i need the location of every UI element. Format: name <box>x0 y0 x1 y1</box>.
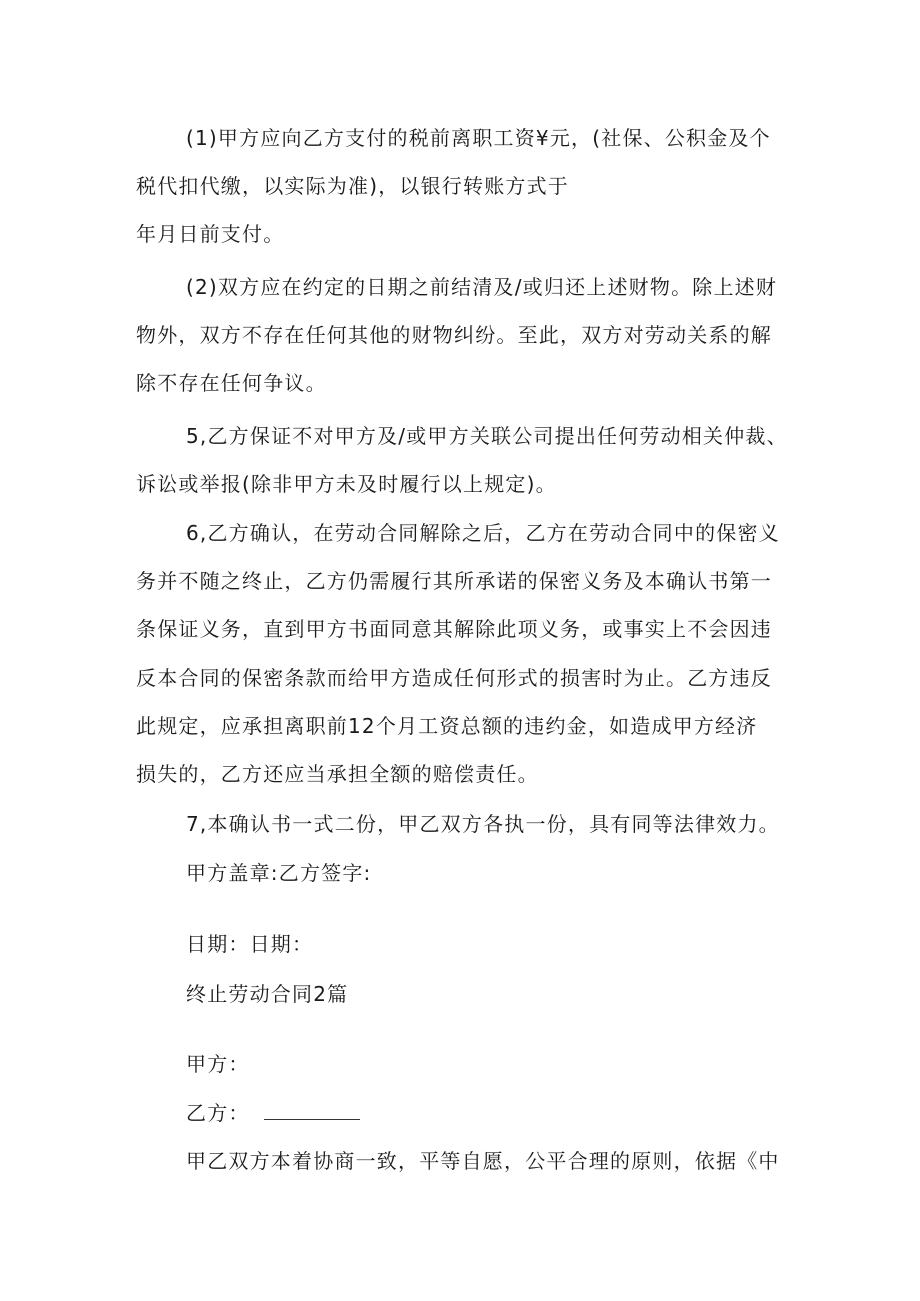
para2-line3: 除不存在任何争议。 <box>136 371 327 395</box>
para6-line6: 损失的，乙方还应当承担全额的赔偿责任。 <box>136 762 539 786</box>
para7-line: 7,本确认书一式二份，甲乙双方各执一份，具有同等法律效力。 <box>186 812 780 836</box>
section-title: 终止劳动合同2篇 <box>186 982 349 1006</box>
party-a-label: 甲方： <box>186 1052 250 1076</box>
para1-line2: 税代扣代缴，以实际为准)，以银行转账方式于 <box>136 174 570 198</box>
para1-line3: 年月日前支付。 <box>136 222 285 246</box>
para6-line2: 务并不随之终止，乙方仍需履行其所承诺的保密义务及本确认书第一 <box>136 569 772 593</box>
party-b-row <box>186 1099 360 1127</box>
para5-line1: 5,乙方保证不对甲方及/或甲方关联公司提出任何劳动相关仲裁、 <box>186 424 788 448</box>
para6-line3: 条保证义务，直到甲方书面同意其解除此项义务，或事实上不会因违 <box>136 617 772 641</box>
para2-line2: 物外，双方不存在任何其他的财物纠纷。至此，双方对劳动关系的解 <box>136 323 772 347</box>
para6-line4: 反本合同的保密条款而给甲方造成任何形式的损害时为止。乙方违反 <box>136 666 772 690</box>
para6-line5: 此规定，应承担离职前12个月工资总额的违约金，如造成甲方经济 <box>136 714 758 738</box>
para1-line1: (1)甲方应向乙方支付的税前离职工资¥元，(社保、公积金及个 <box>186 126 771 150</box>
intro-line: 甲乙双方本着协商一致，平等自愿，公平合理的原则，依据《中 <box>186 1149 780 1173</box>
para6-line1: 6,乙方确认，在劳动合同解除之后，乙方在劳动合同中的保密义 <box>186 521 780 545</box>
para5-line2: 诉讼或举报(除非甲方未及时履行以上规定)。 <box>136 472 557 496</box>
signature-line: 甲方盖章:乙方签字: <box>186 861 372 885</box>
party-b-label: 乙方： <box>186 1101 250 1125</box>
party-b-blank <box>264 1099 360 1120</box>
para2-line1: (2)双方应在约定的日期之前结清及/或归还上述财物。除上述财 <box>186 275 778 299</box>
date-line: 日期：日期： <box>186 932 314 956</box>
